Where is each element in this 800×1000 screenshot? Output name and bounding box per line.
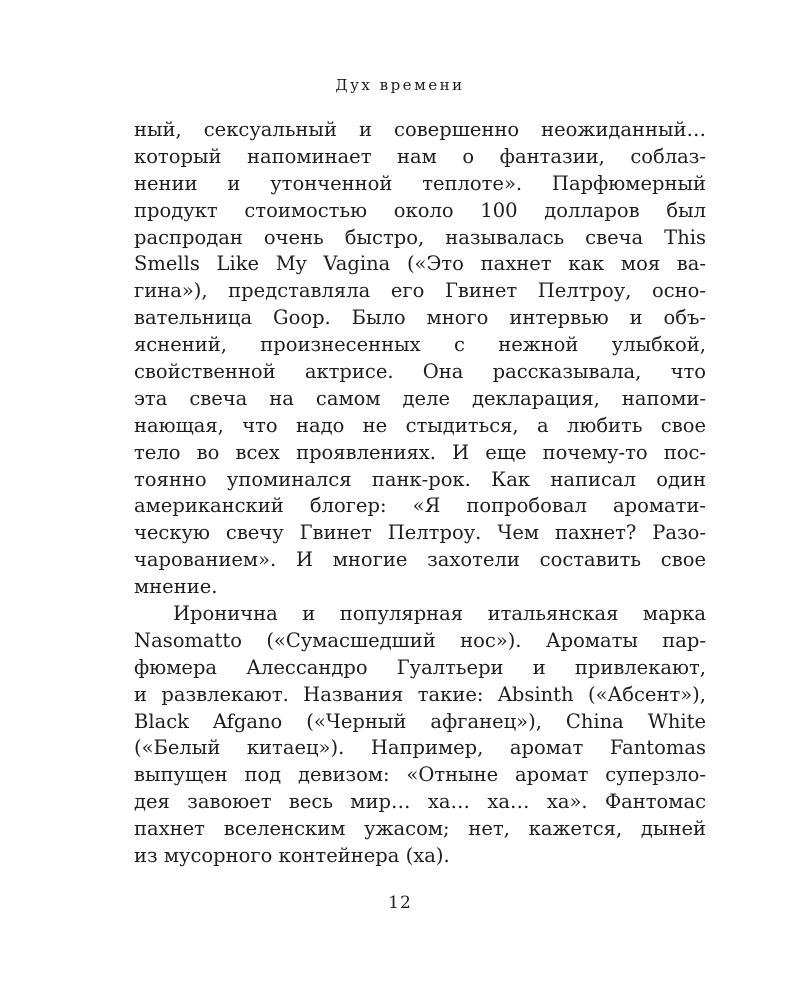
text-line: гина»), представляла его Гвинет Пелтроу, осно-: [134, 279, 706, 303]
running-head: Дух времени: [335, 76, 465, 94]
text-line: который напоминает нам о фантазии, соблаз-: [134, 144, 706, 168]
text-line: яснений, произнесенных с нежной улыбкой,: [134, 333, 706, 357]
paragraph: [134, 117, 706, 601]
text-line: дея завоюет весь мир… ха… ха… ха». Фантомас: [134, 790, 706, 814]
text-line: свойственной актрисе. Она рассказывала, что: [134, 360, 706, 384]
text-line: мнение.: [134, 575, 218, 599]
text-line: ный, сексуальный и совершенно неожиданный…: [134, 118, 706, 141]
text-line: из мусорного контейнера (ха).: [134, 844, 450, 868]
body-text: [134, 117, 706, 870]
text-line: тело во всех проявлениях. И еще почему-то пос-: [134, 440, 706, 464]
text-line: («Белый китаец»). Например, аромат Fantomas: [134, 736, 706, 760]
page-number: 12: [388, 893, 412, 913]
text-line: и развлекают. Названия такие: Absinth («Абсент»),: [134, 682, 706, 706]
text-line: Nasomatto («Сумасшедший нос»). Ароматы пар-: [134, 628, 706, 652]
text-line: продукт стоимостью около 100 долларов был: [134, 198, 706, 222]
paragraph: [134, 601, 706, 870]
text-line: ческую свечу Гвинет Пелтроу. Чем пахнет? Разо-: [134, 521, 706, 545]
text-line: Smells Like My Vagina («Это пахнет как моя ва-: [134, 252, 706, 276]
text-line: тоянно упоминался панк-рок. Как написал один: [134, 467, 706, 491]
text-line: чарованием». И многие захотели составить свое: [134, 548, 706, 572]
text-line: пахнет вселенским ужасом; нет, кажется, дыней: [134, 817, 706, 841]
text-line: распродан очень быстро, называлась свеча This: [134, 225, 706, 249]
text-line: нении и утонченной теплоте». Парфюмерный: [134, 171, 706, 195]
text-line: эта свеча на самом деле декларация, напоми-: [134, 386, 706, 410]
text-line: фюмера Алессандро Гуалтьери и привлекают,: [134, 655, 706, 679]
text-line: американский блогер: «Я попробовал аромати-: [134, 494, 706, 518]
text-line: Иронична и популярная итальянская марка: [173, 602, 706, 626]
text-line: выпущен под девизом: «Отныне аромат суперзло-: [134, 763, 706, 787]
text-line: Black Afgano («Черный афганец»), China White: [134, 709, 706, 733]
text-line: нающая, что надо не стыдиться, а любить свое: [134, 413, 706, 437]
text-line: вательница Goop. Было много интервью и объ-: [134, 306, 706, 330]
